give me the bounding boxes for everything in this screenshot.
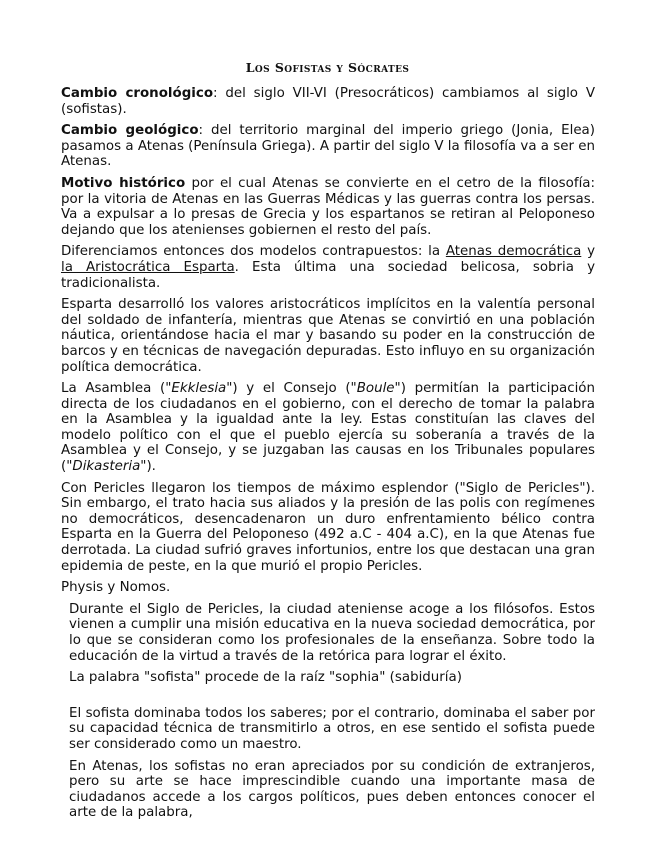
term-dikasteria: Dikasteria <box>72 459 141 475</box>
term-ekklesia: Ekklesia <box>171 381 227 397</box>
term-boule: Boule <box>356 381 395 397</box>
paragraph-asamblea: La Asamblea ("Ekklesia") y el Consejo ("Boule") permitían la participación directa de los ciudadanos en el gobierno, con el derecho de tomar la palabra en la Asamblea y la igualdad ante la ley. Estas constituían las claves del modelo político con el que el pueblo ejercía su soberanía a través de la Asamblea y el Consejo, y se juzgaban las causas en los Tribunales populares ("Dikasteria"). <box>61 381 595 475</box>
link-atenas-democratica: Atenas democrática <box>445 244 582 260</box>
term-motivo-historico: Motivo histórico <box>61 175 186 191</box>
paragraph-physis-nomos: Physis y Nomos. <box>61 580 171 596</box>
paragraph-modelos: Diferenciamos entonces dos modelos contrapuestos: la Atenas democrática y la Aristocrática Esparta. Esta última una sociedad belicosa, sobria y tradicionalista. <box>61 244 595 291</box>
link-aristocratica-esparta: la Aristocrática Esparta <box>61 259 235 275</box>
paragraph-siglo-pericles: Durante el Siglo de Pericles, la ciudad ateniense acoge a los filósofos. Estos vienen a cumplir una misión educativa en la nueva sociedad democrática, por lo que se consideran como los profesionales de la enseñanza. Sobre todo la educación de la virtud a través de la retórica para lograr el éxito. <box>69 601 595 664</box>
paragraph-motivo-historico: Motivo histórico por el cual Atenas se convierte en el cetro de la filosofía: por la vitoria de Atenas en las Guerras Médicas y las guerras contra los persas. Va a expulsar a lo presas de Grecia y los espartanos se retiran al Peloponeso dejando que los atenienses gobiernen el resto del país. <box>61 175 596 238</box>
paragraph-cambio-cronologico: Cambio cronológico: del siglo VII-VI (Presocráticos) cambiamos al siglo V (sofistas). <box>61 86 595 117</box>
document-body <box>61 86 595 827</box>
document-title: Los Sofistas y Sócrates <box>245 60 410 75</box>
paragraph-sofista-saberes: El sofista dominaba todos los saberes; por el contrario, dominaba el saber por su capacidad técnica de transmitirlo a otros, en ese sentido el sofista puede ser considerado como un maestro. <box>69 705 595 752</box>
paragraph-pericles: Con Pericles llegaron los tiempos de máximo esplendor ("Siglo de Pericles"). Sin embargo, el trato hacia sus aliados y la presión de las polis con regímenes no democráticos, desencadenaron un duro enfrentamiento bélico contra Esparta en la Guerra del Peloponeso (492 a.C - 404 a.C), en la que Atenas fue derrotada. La ciudad sufrió graves infortunios, entre los que destacan una gran epidemia de peste, en la que murió el propio Pericles. <box>61 480 595 574</box>
paragraph-esparta: Esparta desarrolló los valores aristocráticos implícitos en la valentía personal del soldado de infantería, mientras que Atenas se convirtió en una población náutica, orientándose hacia el mar y basando su poder en la construcción de barcos y en técnicas de navegación depuradas. Esto influyo en su organización política democrática. <box>61 297 595 375</box>
term-cambio-geologico: Cambio geológico <box>61 123 199 139</box>
paragraph-sofistas-atenas: En Atenas, los sofistas no eran apreciados por su condición de extranjeros, pero su arte se hace imprescindible cuando una importante masa de ciudadanos accede a los cargos políticos, pues deben entonces conocer el arte de la palabra, <box>69 758 595 821</box>
paragraph-cambio-geologico: Cambio geológico: del territorio marginal del imperio griego (Jonia, Elea) pasamos a Atenas (Península Griega). A partir del siglo V la filosofía va a ser en Atenas. <box>61 123 595 170</box>
spacer <box>61 692 595 706</box>
paragraph-palabra-sofista: La palabra "sofista" procede de la raíz "sophia" (sabiduría) <box>69 670 462 686</box>
term-cambio-cronologico: Cambio cronológico <box>61 86 214 101</box>
